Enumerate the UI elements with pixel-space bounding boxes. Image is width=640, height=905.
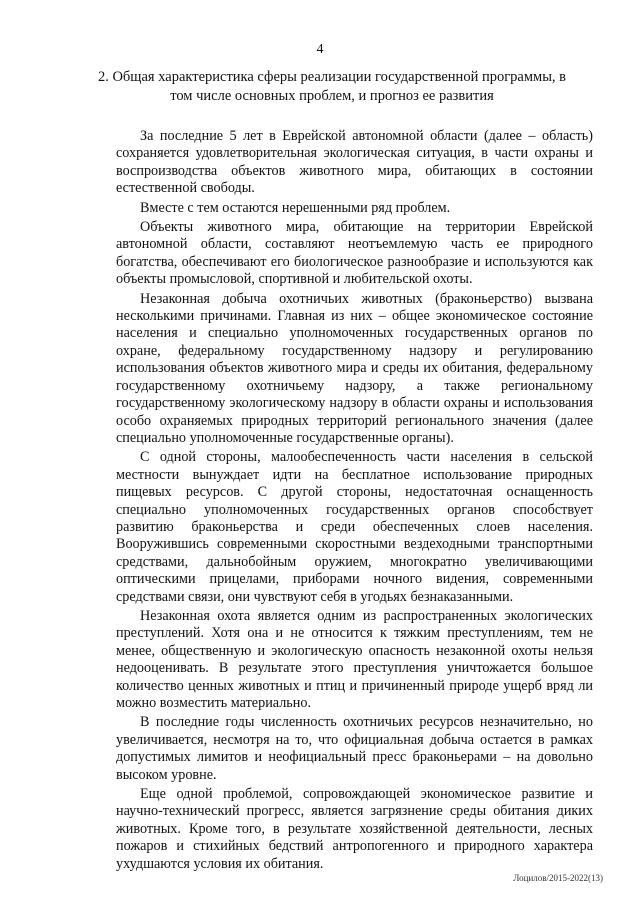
document-body (116, 128, 593, 875)
footer-reference: Лоцилов/2015-2022(13) (513, 873, 603, 883)
paragraph: Незаконная охота является одним из распространенных экологических преступлений. Хотя она и не относится к тяжким преступлениям, тем не менее, общественную и экологическую опасность незаконной охоты нельзя недооценивать. В результате этого преступления уничтожается большое количество ценных животных и птиц и причиненный природе ущерб вряд ли можно возместить материально. (116, 607, 593, 711)
section-heading: 2. Общая характеристика сферы реализации государственной программы, в том числе основных проблем, и прогноз ее развития (97, 69, 567, 104)
paragraph: Вместе с тем остаются нерешенными ряд проблем. (140, 199, 451, 216)
page-number: 4 (316, 42, 324, 57)
paragraph: С одной стороны, малообеспеченность части населения в сельской местности вынуждает идти на бесплатное использование природных пищевых ресурсов. С другой стороны, недостаточная оснащенность специально уполномоченных государственных органов способствует развитию браконьерства и среди обеспеченных слоев населения. Вооружившись современными скоростными вездеходными транспортными средствами, дальнобойным оружием, многократно увеличивающими оптическими прицелами, приборами ночного видения, современными средствами связи, они чувствуют себя в угодьях безнаказанными. (116, 449, 593, 605)
paragraph: Еще одной проблемой, сопровождающей экономическое развитие и научно-технический прогресс, является загрязнение среды обитания диких животных. Кроме того, в результате хозяйственной деятельности, лесных пожаров и стихийных бедствий антропогенного и природного характера ухудшаются условия их обитания. (116, 786, 593, 872)
paragraph: За последние 5 лет в Еврейской автономной области (далее – область) сохраняется удовлетворительная экологическая ситуация, в части охраны и воспроизводства объектов животного мира, обитающих в состоянии естественной свободы. (116, 128, 593, 197)
paragraph: Объекты животного мира, обитающие на территории Еврейской автономной области, составляют неотъемлемую часть ее природного богатства, обеспечивают его биологическое разнообразие и используются как объекты промысловой, спортивной и любительской охоты. (116, 219, 593, 288)
paragraph: Незаконная добыча охотничьих животных (браконьерство) вызвана несколькими причинами. Главная из них – общее экономическое состояние населения и специально уполномоченных государственных органов по охране, федеральному государственному надзору и регулированию использования объектов животного мира и среды их обитания, федеральному государственному охотничьему надзору, а также региональному государственному экологическому надзору в области охраны и использования особо охраняемых природных территорий регионального значения (далее специально уполномоченные государственные органы). (116, 290, 593, 446)
paragraph: В последние годы численность охотничьих ресурсов незначительно, но увеличивается, несмотря на то, что официальная добыча остается в рамках допустимых лимитов и неофициальный пресс браконьерами – на довольно высоком уровне. (116, 714, 593, 783)
